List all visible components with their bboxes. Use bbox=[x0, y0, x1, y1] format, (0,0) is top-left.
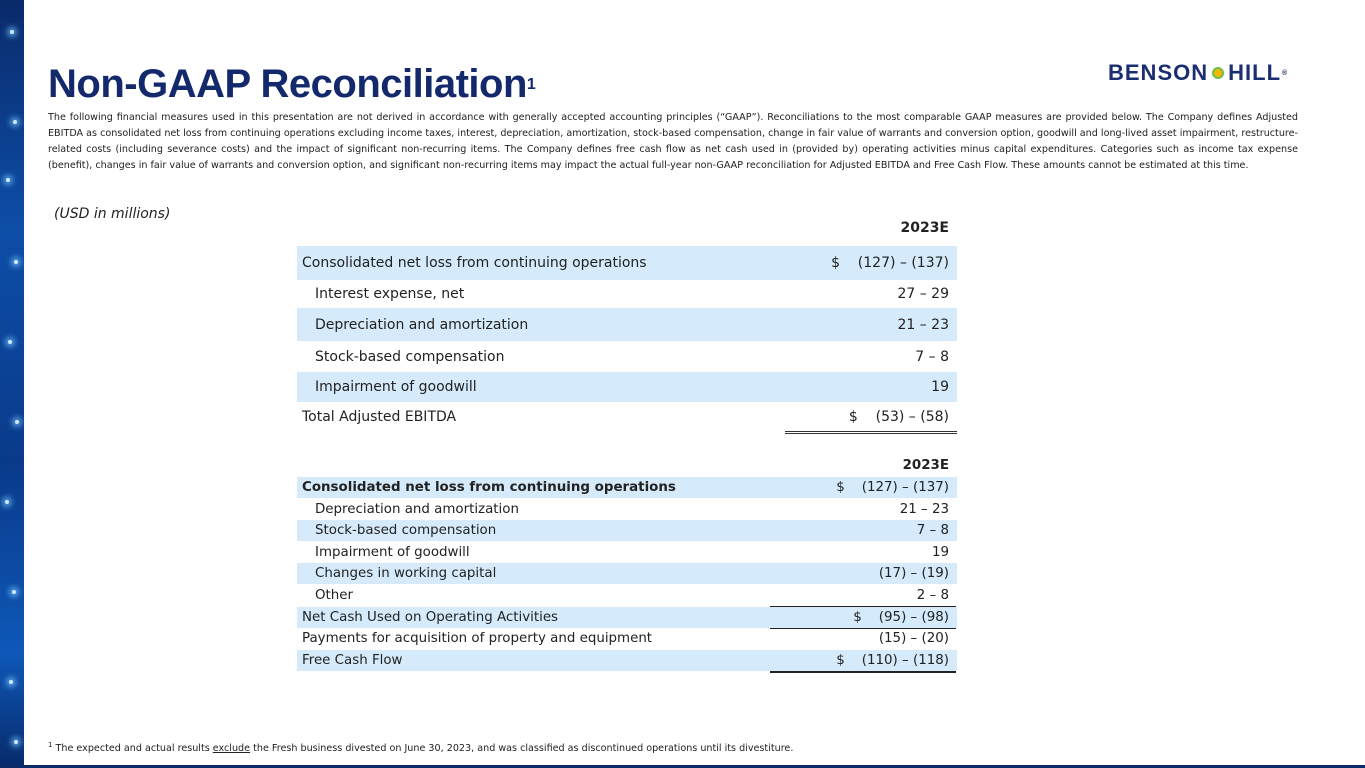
decorative-side-strip bbox=[0, 0, 24, 768]
table-row: Payments for acquisition of property and equipment (15) – (20) bbox=[302, 631, 949, 646]
table-row: Impairment of goodwill 19 bbox=[297, 372, 957, 402]
table-row: Depreciation and amortization 21 – 23 bbox=[315, 502, 949, 517]
table-row: Stock-based compensation 7 – 8 bbox=[315, 348, 949, 365]
underline bbox=[770, 628, 956, 629]
column-header: 2023E bbox=[902, 458, 949, 473]
table-row: Other 2 – 8 bbox=[315, 588, 949, 603]
underline bbox=[770, 671, 956, 673]
column-header: 2023E bbox=[900, 220, 949, 236]
double-underline bbox=[785, 431, 957, 434]
footnote: $^1$ The expected and actual results exclude the Fresh business divested on June 30, 2023, and was classified as discontinued operations until its divestiture. bbox=[48, 741, 794, 755]
benson-hill-logo: BENSON HILL ® bbox=[1108, 60, 1289, 85]
table-row-total: Total Adjusted EBITDA $ (53) – (58) bbox=[302, 409, 949, 425]
table-row: Changes in working capital (17) – (19) bbox=[297, 563, 957, 584]
table-row: Stock-based compensation 7 – 8 bbox=[297, 520, 957, 541]
underline bbox=[770, 606, 956, 607]
unit-label: (USD in millions) bbox=[54, 206, 171, 222]
table-row: Net Cash Used on Operating Activities $ (95) – (98) bbox=[297, 607, 957, 628]
table-row: Interest expense, net 27 – 29 bbox=[315, 286, 949, 302]
sun-icon bbox=[1212, 67, 1224, 79]
table-row-total: Free Cash Flow $ (110) – (118) bbox=[297, 650, 957, 671]
intro-paragraph: The following financial measures used in this presentation are not derived in accordance with generally accepted accounting principles (“GAAP”). Reconciliations to the most comparable GAAP measures are provided below. The Company defines Adjusted EBITDA as consolidated net loss from continuing operations excluding income taxes, interest, depreciation, amortization, stock-based compensation, change in fair value of warrants and conversion option, goodwill and long-lived asset impairment, restructure-related costs (including severance costs) and the impact of significant non-recurring items. The Company defines free cash flow as net cash used in (provided by) operating activities minus capital expenditures. Categories such as income tax expense (benefit), changes in fair value of warrants and conversion option, and significant non-recurring items may impact the actual full-year non-GAAP reconciliation for Adjusted EBITDA and Free Cash Flow. These amounts cannot be estimated at this time. bbox=[48, 112, 1298, 171]
table-row: Depreciation and amortization 21 – 23 bbox=[297, 308, 957, 341]
page-title: Non-GAAP Reconciliation$^1$ bbox=[48, 62, 536, 106]
table-row: Consolidated net loss from continuing operations $ (127) – (137) bbox=[297, 246, 957, 280]
table-row: Consolidated net loss from continuing operations $ (127) – (137) bbox=[297, 477, 957, 498]
table-row: Impairment of goodwill 19 bbox=[315, 545, 949, 560]
